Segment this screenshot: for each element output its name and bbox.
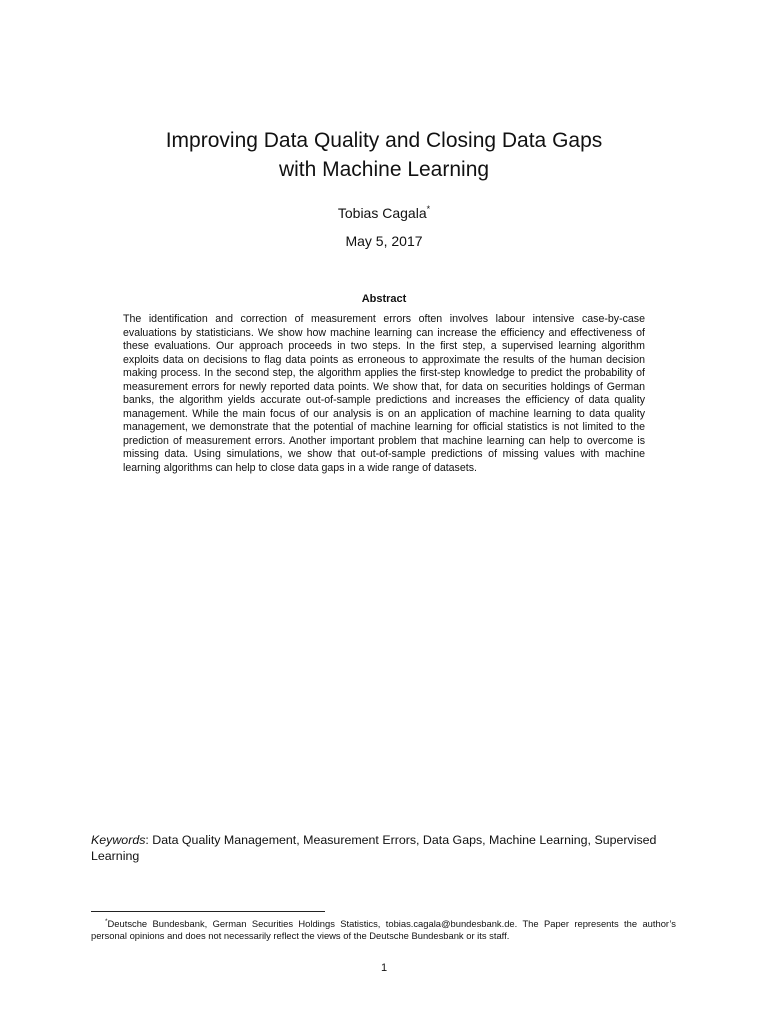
paper-title — [0, 126, 768, 184]
author-line — [0, 204, 768, 221]
paper-title-line-1: Improving Data Quality and Closing Data Gaps — [165, 129, 603, 152]
author-footnote-mark[interactable]: * — [426, 204, 431, 214]
footnote-text: Deutsche Bundesbank, German Securities Holdings Statistics, tobias.cagala@bundesbank.de. The Paper represents the author’s personal opinions and does not necessarily reflect the views of the Deutsche Bundesbank or its staff. — [91, 918, 676, 941]
page-number: 1 — [380, 962, 388, 974]
keywords-section — [91, 833, 679, 864]
keywords-label: Keywords — [91, 833, 146, 847]
keywords-separator: : — [145, 833, 153, 847]
footnote-divider — [91, 911, 325, 912]
author-name: Tobias Cagala — [337, 205, 427, 221]
footnote-mark: * — [105, 918, 108, 925]
paper-date: May 5, 2017 — [345, 233, 423, 249]
footnote — [91, 916, 676, 942]
abstract-heading: Abstract — [361, 293, 407, 305]
paper-title-line-2: with Machine Learning — [278, 158, 490, 181]
keywords-list: Data Quality Management, Measurement Errors, Data Gaps, Machine Learning, Supervised Learning — [91, 833, 657, 863]
abstract-text: The identification and correction of measurement errors often involves labour intensive case-by-case evaluations by statisticians. We show how machine learning can increase the efficiency and effectiveness of these evaluations. Our approach proceeds in two steps. In the first step, a supervised learning algorithm exploits data on decisions to flag data points as erroneous to approximate the results of the human decision making process. In the second step, the algorithm applies the first-step knowledge to predict the probability of measurement errors for newly reported data points. We show that, for data on securities holdings of German banks, the algorithm yields accurate out-of-sample predictions and increases the efficiency of data quality management. While the main focus of our analysis is on an application of machine learning to data quality management, we demonstrate that the potential of machine learning for official statistics is not limited to the prediction of measurement errors. Another important problem that machine learning can help to overcome is missing data. Using simulations, we show that out-of-sample predictions of missing values with machine learning algorithms can help to close data gaps in a wide range of datasets. — [123, 313, 645, 474]
